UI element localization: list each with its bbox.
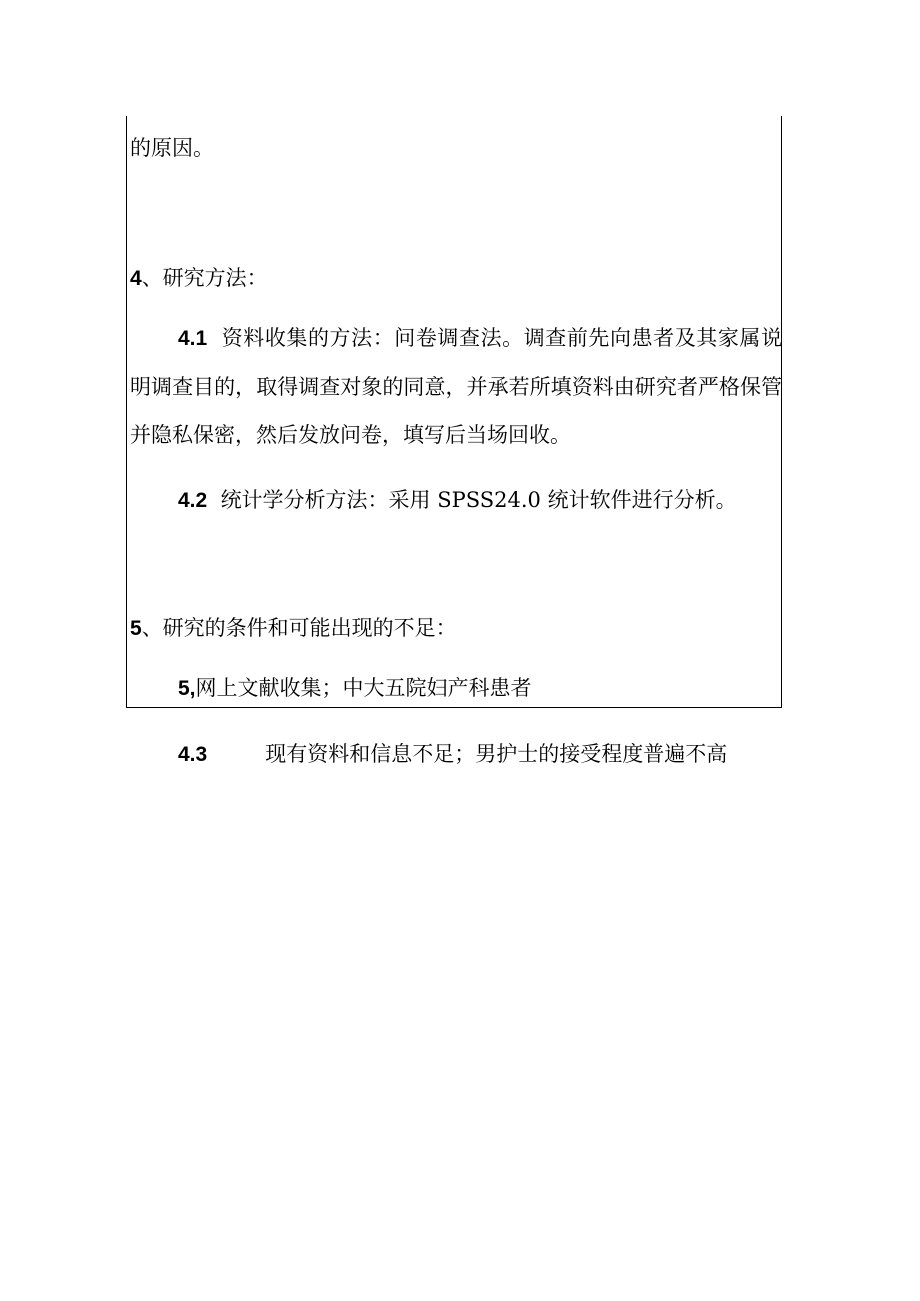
section-4-title: 、研究方法： [141, 266, 268, 290]
section-4-heading [130, 266, 268, 291]
section-5-item-number: 5, [178, 677, 196, 700]
section-5-number: 5 [130, 617, 142, 640]
section-4-2-text: 统计学分析方法：采用 SPSS24.0 统计软件进行分析。 [220, 488, 737, 512]
section-4-1-text: 资料收集的方法：问卷调查法。调查前先向患者及其家属说明调查目的，取得调查对象的同意，并承若所填资料由研究者严格保管并隐私保密，然后发放问卷，填写后当场回收。 [130, 326, 782, 447]
section-4-1-paragraph [130, 314, 782, 459]
continuation-text: 的原因。 [130, 136, 214, 160]
section-4-3-number: 4.3 [178, 743, 208, 766]
section-5-title: 、研究的条件和可能出现的不足： [141, 616, 457, 640]
section-5-item-line [178, 676, 532, 701]
section-4-2-line [178, 488, 737, 513]
section-4-number: 4 [130, 267, 142, 290]
section-4-2-number: 4.2 [178, 489, 208, 512]
section-4-3-line [178, 742, 727, 767]
section-4-3-text: 现有资料和信息不足；男护士的接受程度普遍不高 [265, 742, 728, 766]
section-4-1-number: 4.1 [178, 327, 208, 350]
section-5-heading [130, 616, 457, 641]
section-5-item-text: 网上文献收集；中大五院妇产科患者 [195, 676, 532, 700]
continuation-line [130, 136, 214, 160]
